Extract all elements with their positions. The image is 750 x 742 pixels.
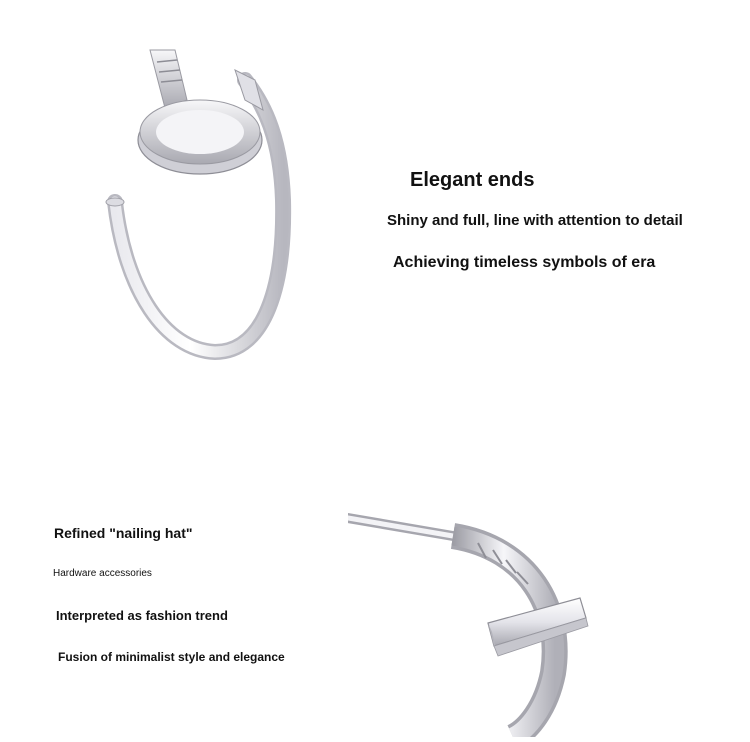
section1-line1: Shiny and full, line with attention to detail xyxy=(387,212,683,229)
section2-line1: Interpreted as fashion trend xyxy=(56,608,228,623)
nail-ring-icon xyxy=(95,40,305,365)
section2-subtitle: Hardware accessories xyxy=(53,568,152,579)
section2-title: Refined "nailing hat" xyxy=(54,525,193,541)
section2-line2: Fusion of minimalist style and elegance xyxy=(58,650,285,664)
section1-line2: Achieving timeless symbols of era xyxy=(393,254,656,271)
ring-image-bottom xyxy=(348,498,598,737)
nail-ring-closeup-icon xyxy=(348,498,598,737)
section1-title: Elegant ends xyxy=(410,169,535,191)
ring-image-top xyxy=(95,40,305,365)
